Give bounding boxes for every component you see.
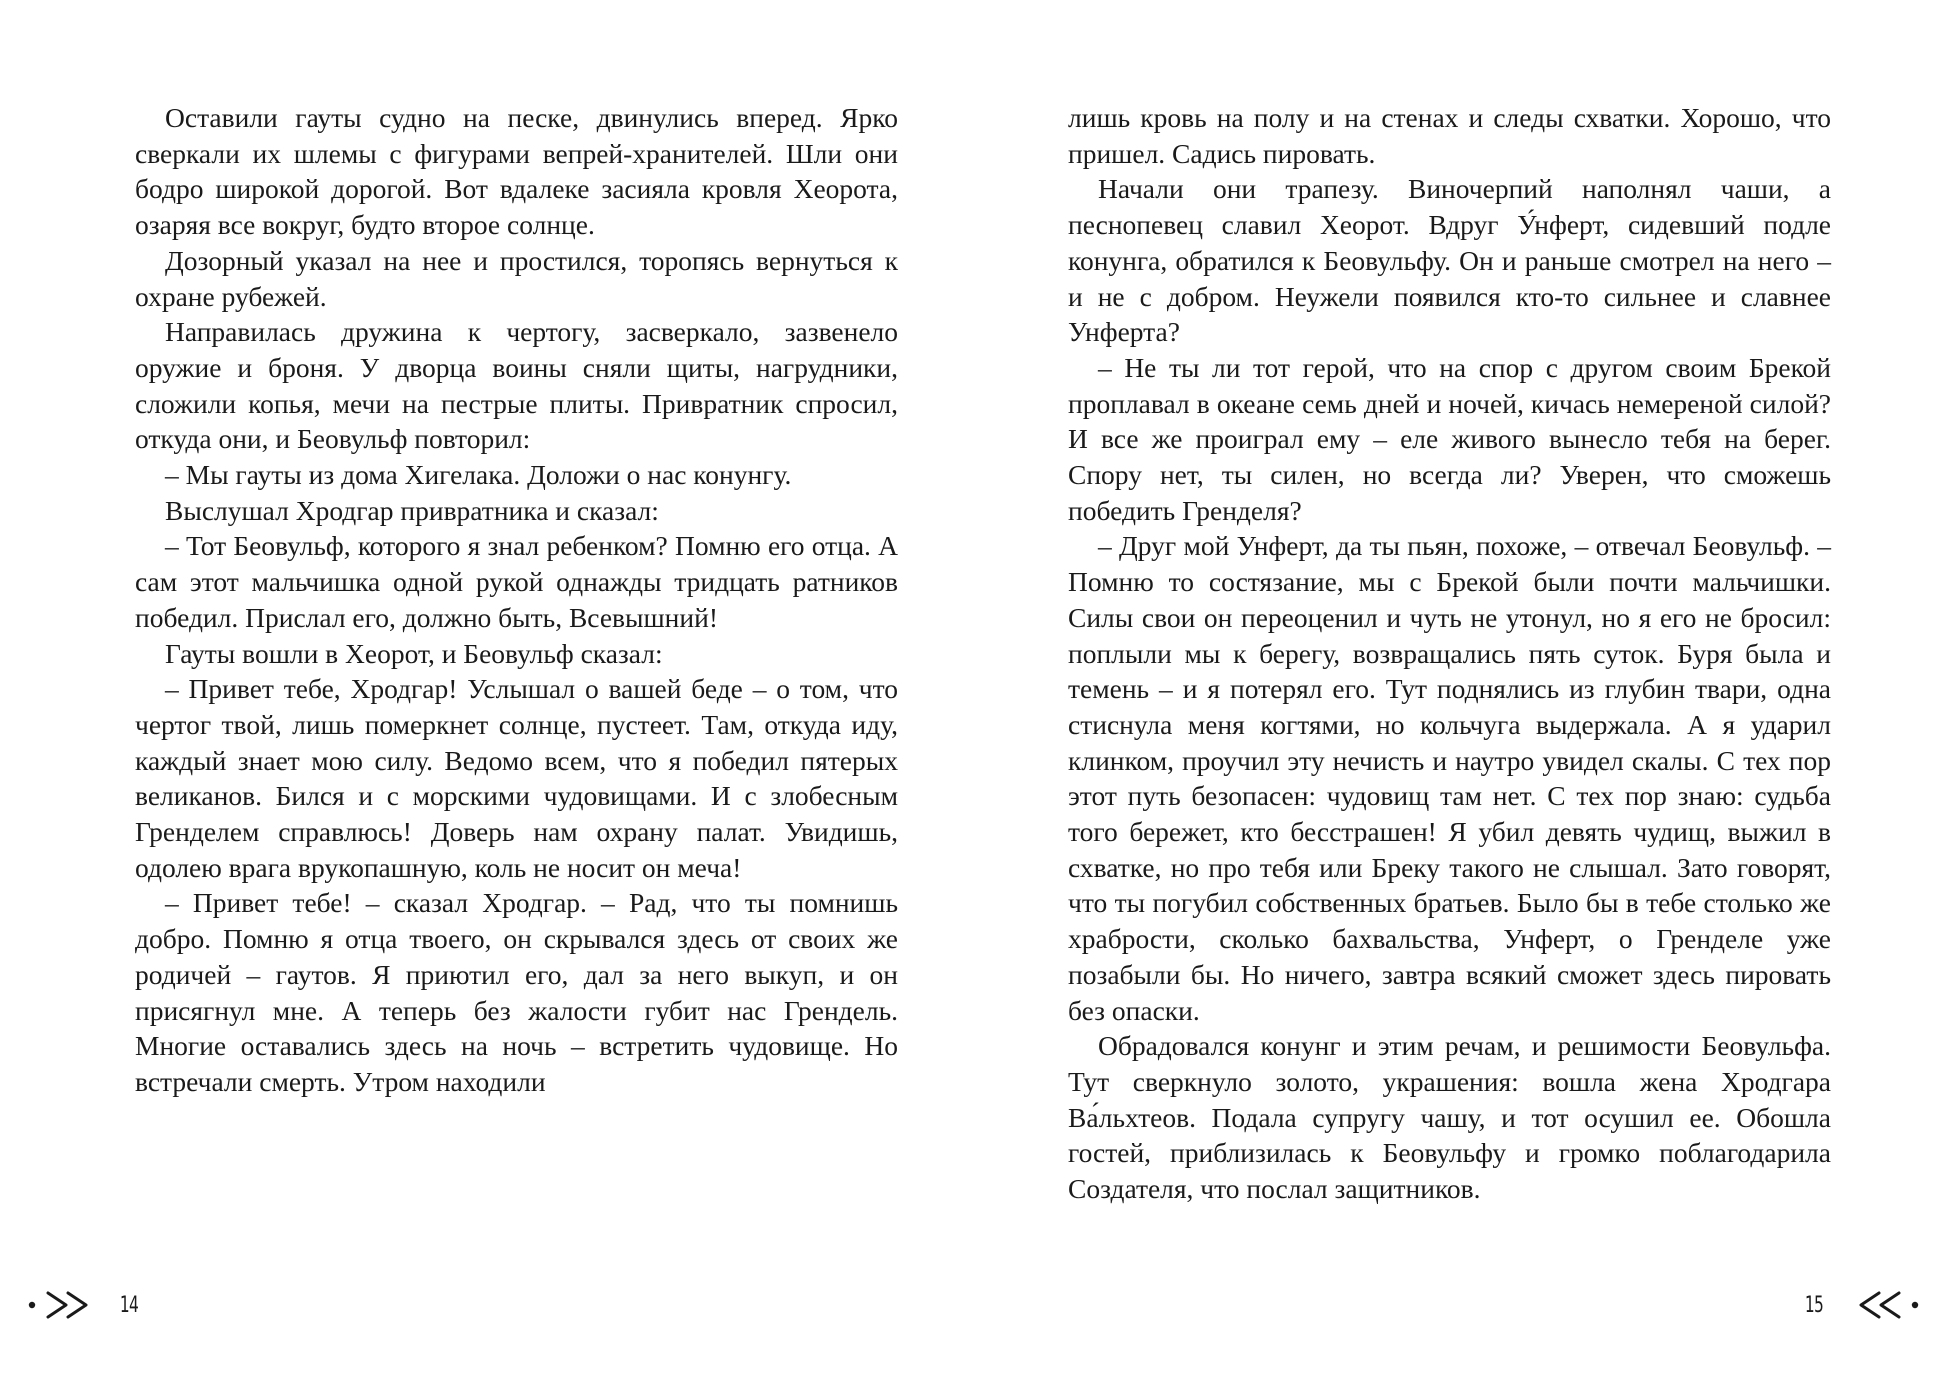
paragraph: – Привет тебе, Хродгар! Услышал о вашей беде – о том, что чертог твой, лишь померкнет солнце, пустеет. Там, откуда иду, каждый знает мою силу. Ведомо всем, что я победил пятерых великанов. Бился и с морскими чудовищами. И с злобесным Гренделем справлюсь! Доверь нам охрану палат. Увидишь, одолею врага врукопашную, коль не носит он меча! — [135, 673, 898, 883]
paragraph: – Не ты ли тот герой, что на спор с другом своим Брекой проплавал в океане семь дней и ночей, кичась немереной силой? И все же проиграл ему – еле живого вынесло тебя на берег. Спору нет, ты силен, но всегда ли? Уверен, что сможешь победить Гренделя? — [1068, 351, 1831, 526]
left-footer — [28, 1285, 142, 1325]
right-page — [975, 0, 1949, 1388]
dot-double-chevron-right-icon — [28, 1287, 94, 1323]
paragraph: Оставили гауты судно на песке, двинулись вперед. Ярко сверкали их шлемы с фигурами вепрей-хранителей. Шли они бодро широкой дорогой. Вот вдалеке засияла кровля Хеорота, озаряя все вокруг, будто второе солнце. — [135, 102, 898, 241]
paragraph: Выслушал Хродгар привратника и сказал: — [165, 494, 659, 526]
paragraph: Дозорный указал на нее и простился, торопясь вернуться к охране рубежей. — [135, 244, 898, 312]
paragraph: Гауты вошли в Хеорот, и Беовульф сказал: — [165, 637, 663, 669]
right-footer — [1801, 1285, 1919, 1325]
page-number: 15 — [1804, 1292, 1824, 1318]
paragraph: – Тот Беовульф, которого я знал ребенком? Помню его отца. А сам этот мальчишка одной рукой однажды тридцать ратников победил. Прислал его, должно быть, Всевышний! — [135, 530, 898, 633]
left-text-column — [135, 100, 898, 1100]
paragraph: Направилась дружина к чертогу, засверкало, зазвенело оружие и броня. У дворца воины сняли щиты, нагрудники, сложили копья, мечи на пестрые плиты. Привратник спросил, откуда они, и Беовульф повторил: — [135, 316, 898, 455]
page-number: 14 — [119, 1292, 139, 1318]
right-text-column — [1068, 100, 1831, 1207]
paragraph: Начали они трапезу. Виночерпий наполнял чаши, а песнопевец славил Хеорот. Вдруг У́нферт, сидевший подле конунга, обратился к Беовульфу. Он и раньше смотрел на него – и не с добром. Неужели появился кто-то сильнее и славнее Унферта? — [1068, 173, 1831, 348]
paragraph: – Мы гауты из дома Хигелака. Доложи о нас конунгу. — [165, 459, 792, 491]
paragraph: лишь кровь на полу и на стенах и следы схватки. Хорошо, что пришел. Садись пировать. — [1068, 102, 1831, 169]
paragraph: Обрадовался конунг и этим речам, и решимости Беовульфа. Тут сверкнуло золото, украшения: вошла жена Хродгара Ва́льхтеов. Подала супругу чашу, и тот осушил ее. Обошла гостей, приблизилась к Беовульфу и громко поблагодарила Создателя, что послал защитников. — [1068, 1030, 1831, 1205]
double-chevron-left-dot-icon — [1853, 1287, 1919, 1323]
paragraph: – Привет тебе! – сказал Хродгар. – Рад, что ты помнишь добро. Помню я отца твоего, он скрывался здесь от своих же родичей – гаутов. Я приютил его, дал за него выкуп, и он присягнул мне. А теперь без жалости губит нас Грендель. Многие оставались здесь на ночь – встретить чудовище. Но встречали смерть. Утром находили — [135, 887, 898, 1097]
paragraph: – Друг мой Унферт, да ты пьян, похоже, – отвечал Беовульф. – Помню то состязание, мы с Брекой были почти мальчишки. Силы свои он переоценил и чуть не утонул, но я его не бросил: поплыли мы к берегу, возвращались пять суток. Буря была и темень – и я потерял его. Тут поднялись из глубин твари, одна стиснула меня когтями, но кольчуга выдержала. А я ударил клинком, проучил эту нечисть и наутро увидел скалы. С тех пор этот путь безопасен: чудовищ там нет. С тех пор знаю: судьба того бережет, кто бесстрашен! Я убил девять чудищ, выжил в схватке, но про тебя или Бреку такого не слышал. Зато говорят, что ты погубил собственных братьев. Было бы в тебе столько же храбрости, сколько бахвальства, Унферт, о Гренделе уже позабыли бы. Но ничего, завтра всякий сможет здесь пировать без опаски. — [1068, 530, 1831, 1026]
